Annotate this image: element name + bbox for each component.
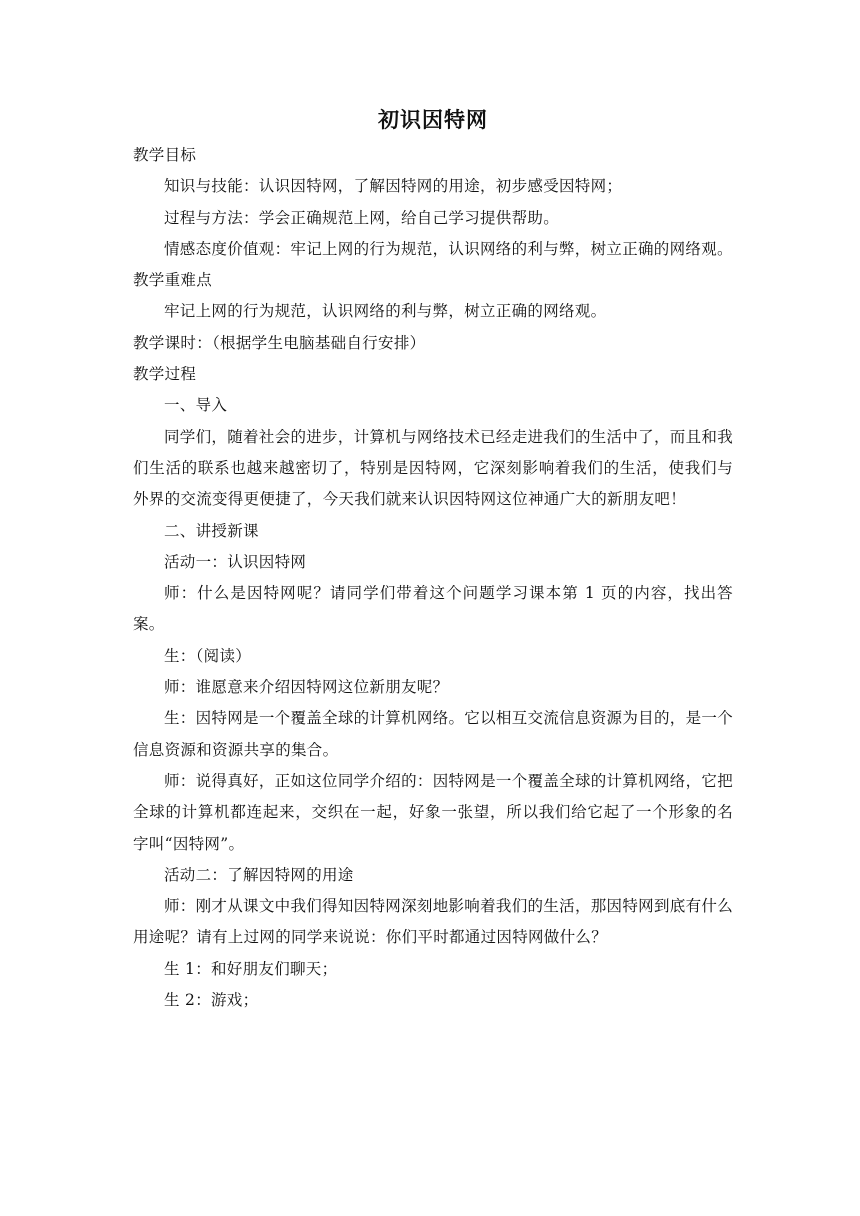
paragraph: 活动二：了解因特网的用途 [164, 865, 354, 884]
document-body [133, 104, 733, 1016]
paragraph: 生：（阅读） [164, 646, 252, 665]
paragraph: 二、讲授新课 [164, 521, 259, 540]
paragraph: 生 1：和好朋友们聊天； [164, 959, 338, 978]
document-title: 初识因特网 [378, 107, 488, 132]
paragraph: 牢记上网的行为规范，认识网络的利与弊，树立正确的网络观。 [164, 302, 607, 321]
paragraph: 师：说得真好，正如这位同学介绍的：因特网是一个覆盖全球的计算机网络，它把全球的计算机都连起来，交织在一起，好象一张望，所以我们给它起了一个形象的名字叫“因特网”。 [133, 771, 733, 853]
paragraph: 生：因特网是一个覆盖全球的计算机网络。它以相互交流信息资源为目的，是一个信息资源和资源共享的集合。 [133, 709, 733, 759]
paragraph: 活动一：认识因特网 [164, 552, 307, 571]
paragraph: 师：谁愿意来介绍因特网这位新朋友呢？ [164, 678, 449, 697]
paragraph: 情感态度价值观：牢记上网的行为规范，认识网络的利与弊，树立正确的网络观。 [164, 239, 733, 258]
paragraph: 同学们，随着社会的进步，计算机与网络技术已经走进我们的生活中了，而且和我们生活的联系也越来越密切了，特别是因特网，它深刻影响着我们的生活，使我们与外界的交流变得更便捷了，今天我们就来认识因特网这位神通广大的新朋友吧！ [133, 427, 733, 509]
paragraph: 教学目标 [133, 146, 197, 164]
paragraph: 知识与技能：认识因特网，了解因特网的用途，初步感受因特网； [164, 177, 623, 196]
paragraph: 教学过程 [133, 365, 197, 384]
paragraph: 师：什么是因特网呢？请同学们带着这个问题学习课本第 1 页的内容，找出答案。 [133, 584, 733, 634]
paragraph-list [133, 140, 733, 1016]
paragraph: 过程与方法：学会正确规范上网，给自己学习提供帮助。 [164, 208, 560, 227]
paragraph: 师：刚才从课文中我们得知因特网深刻地影响着我们的生活，那因特网到底有什么用途呢？请有上过网的同学来说说：你们平时都通过因特网做什么？ [133, 897, 733, 947]
paragraph: 生 2：游戏； [164, 991, 259, 1010]
paragraph: 教学课时：（根据学生电脑基础自行安排） [133, 333, 426, 352]
paragraph: 教学重难点 [133, 271, 213, 290]
paragraph: 一、导入 [164, 396, 228, 415]
